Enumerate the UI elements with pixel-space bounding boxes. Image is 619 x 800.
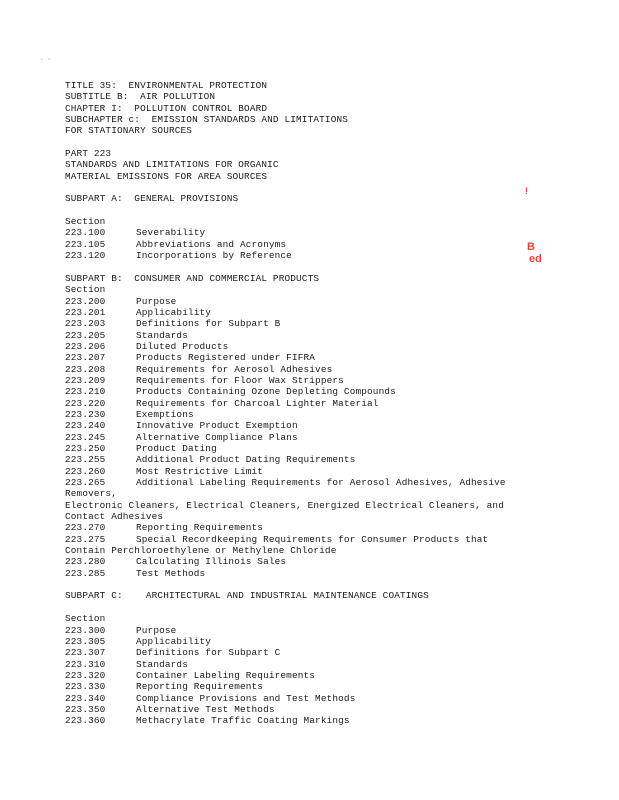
section-number: 223.210 [65, 386, 106, 398]
section-number: 223.330 [65, 681, 106, 693]
section-number: 223.206 [65, 340, 106, 352]
section-row [65, 409, 545, 420]
margin-mark: ed [529, 253, 542, 265]
section-title: Definitions for Subpart C [136, 647, 281, 659]
subchapter-line: SUBCHAPTER c: EMISSION STANDARDS AND LIMITATIONS [65, 114, 349, 126]
section-row [65, 330, 545, 341]
section-row [65, 556, 545, 567]
section-title: Calculating Illinois Sales [136, 556, 287, 568]
section-row [65, 670, 545, 681]
section-row [65, 239, 545, 250]
section-row [65, 534, 545, 545]
section-title: Purpose [136, 624, 177, 636]
section-row [65, 307, 545, 318]
section-row [65, 296, 545, 307]
section-title: Reporting Requirements [136, 681, 264, 693]
section-row [65, 432, 545, 443]
section-number: 223.320 [65, 669, 106, 681]
section-title: Requirements for Charcoal Lighter Material [136, 397, 379, 409]
section-title: Standards [136, 329, 188, 341]
section-title: Compliance Provisions and Test Methods [136, 692, 356, 704]
section-number: 223.360 [65, 715, 106, 727]
section-title: Additional Product Dating Requirements [136, 454, 356, 466]
section-row [65, 420, 545, 431]
subpart-b [65, 273, 545, 579]
section-number: 223.208 [65, 363, 106, 375]
section-number: 223.340 [65, 692, 106, 704]
section-number: 223.250 [65, 443, 106, 454]
chapter-line: CHAPTER I: POLLUTION CONTROL BOARD [65, 102, 268, 114]
section-number: 223.105 [65, 238, 106, 250]
section-number: 223.100 [65, 227, 106, 239]
margin-mark: ! [525, 186, 528, 196]
document-header [65, 80, 545, 137]
section-label: Section [65, 613, 106, 625]
section-row [65, 227, 545, 238]
section-number: 223.240 [65, 420, 106, 432]
section-row [65, 375, 545, 386]
section-number: 223.275 [65, 533, 106, 545]
section-title: Purpose [136, 295, 177, 307]
section-row [65, 681, 545, 692]
section-row [65, 454, 545, 465]
section-label: Section [65, 284, 106, 296]
document-body [65, 80, 545, 727]
section-number: 223.307 [65, 647, 106, 659]
section-row [65, 659, 545, 670]
section-title: Special Recordkeeping Requirements for Consumer Products that [136, 533, 489, 545]
section-row [65, 625, 545, 636]
section-row [65, 693, 545, 704]
section-number: 223.230 [65, 408, 106, 420]
section-number: 223.285 [65, 567, 106, 579]
section-row [65, 477, 545, 488]
section-number: 223.280 [65, 556, 106, 568]
section-title: Abbreviations and Acronyms [136, 238, 287, 250]
section-number: 223.220 [65, 397, 106, 409]
section-number: 223.120 [65, 250, 106, 262]
section-number: 223.203 [65, 318, 106, 330]
section-title: Applicability [136, 306, 212, 318]
section-title: Requirements for Floor Wax Strippers [136, 374, 344, 386]
section-title: Container Labeling Requirements [136, 669, 316, 681]
section-title: Requirements for Aerosol Adhesives [136, 363, 333, 375]
part-heading [65, 148, 545, 182]
section-title: Alternative Test Methods [136, 703, 275, 715]
margin-mark: B [527, 241, 535, 253]
part-title-cont: MATERIAL EMISSIONS FOR AREA SOURCES [65, 170, 268, 182]
section-title-continuation: Contact Adhesives [65, 511, 164, 523]
section-title-continuation: Removers, [65, 488, 117, 500]
section-title: Additional Labeling Requirements for Aerosol Adhesives, Adhesive [136, 477, 506, 489]
subtitle-line: SUBTITLE B: AIR POLLUTION [65, 91, 216, 103]
section-row [65, 352, 545, 363]
section-title-continuation: Electronic Cleaners, Electrical Cleaners, Energized Electrical Cleaners, and [65, 499, 504, 511]
section-number: 223.300 [65, 624, 106, 636]
section-title: Definitions for Subpart B [136, 318, 281, 330]
section-number: 223.260 [65, 465, 106, 477]
section-title: Severability [136, 227, 206, 239]
subpart-heading: SUBPART C: ARCHITECTURAL AND INDUSTRIAL MAINTENANCE COATINGS [65, 590, 429, 602]
section-row [65, 647, 545, 658]
section-number: 223.255 [65, 454, 106, 466]
section-title: Incorporations by Reference [136, 250, 292, 262]
section-row [65, 398, 545, 409]
section-row [65, 341, 545, 352]
section-title: Innovative Product Exemption [136, 420, 298, 432]
section-title: Diluted Products [136, 340, 229, 352]
title-line: TITLE 35: ENVIRONMENTAL PROTECTION [65, 80, 268, 91]
section-number: 223.200 [65, 295, 106, 307]
section-number: 223.209 [65, 374, 106, 386]
section-row [65, 386, 545, 397]
subpart-c [65, 590, 545, 726]
section-row [65, 522, 545, 533]
section-title: Standards [136, 658, 188, 670]
section-number: 223.207 [65, 352, 106, 364]
section-row [65, 568, 545, 579]
section-row [65, 704, 545, 715]
section-title: Products Containing Ozone Depleting Compounds [136, 386, 396, 398]
section-row [65, 318, 545, 329]
subchapter-line-cont: FOR STATIONARY SOURCES [65, 125, 193, 137]
section-row [65, 443, 545, 454]
scan-specks: · · [40, 56, 51, 63]
section-row [65, 250, 545, 261]
section-title: Product Dating [136, 443, 217, 454]
section-label: Section [65, 216, 106, 228]
section-title: Reporting Requirements [136, 522, 264, 534]
section-number: 223.201 [65, 306, 106, 318]
section-title: Products Registered under FIFRA [136, 352, 316, 364]
section-row [65, 364, 545, 375]
part-title: STANDARDS AND LIMITATIONS FOR ORGANIC [65, 159, 279, 171]
section-title-continuation: Contain Perchloroethylene or Methylene Chloride [65, 545, 337, 557]
subpart-heading: SUBPART A: GENERAL PROVISIONS [65, 193, 239, 205]
section-number: 223.310 [65, 658, 106, 670]
section-number: 223.270 [65, 522, 106, 534]
part-number: PART 223 [65, 148, 112, 160]
section-row [65, 466, 545, 477]
section-title: Test Methods [136, 567, 206, 579]
section-title: Applicability [136, 635, 212, 647]
section-title: Most Restrictive Limit [136, 465, 264, 477]
section-row [65, 636, 545, 647]
section-number: 223.305 [65, 635, 106, 647]
section-title: Methacrylate Traffic Coating Markings [136, 715, 350, 727]
section-number: 223.350 [65, 703, 106, 715]
section-title: Alternative Compliance Plans [136, 431, 298, 443]
section-row [65, 715, 545, 726]
section-number: 223.245 [65, 431, 106, 443]
section-number: 223.205 [65, 329, 106, 341]
subpart-a [65, 193, 545, 261]
section-title: Exemptions [136, 408, 194, 420]
subpart-heading: SUBPART B: CONSUMER AND COMMERCIAL PRODUCTS [65, 272, 320, 284]
section-number: 223.265 [65, 477, 106, 489]
